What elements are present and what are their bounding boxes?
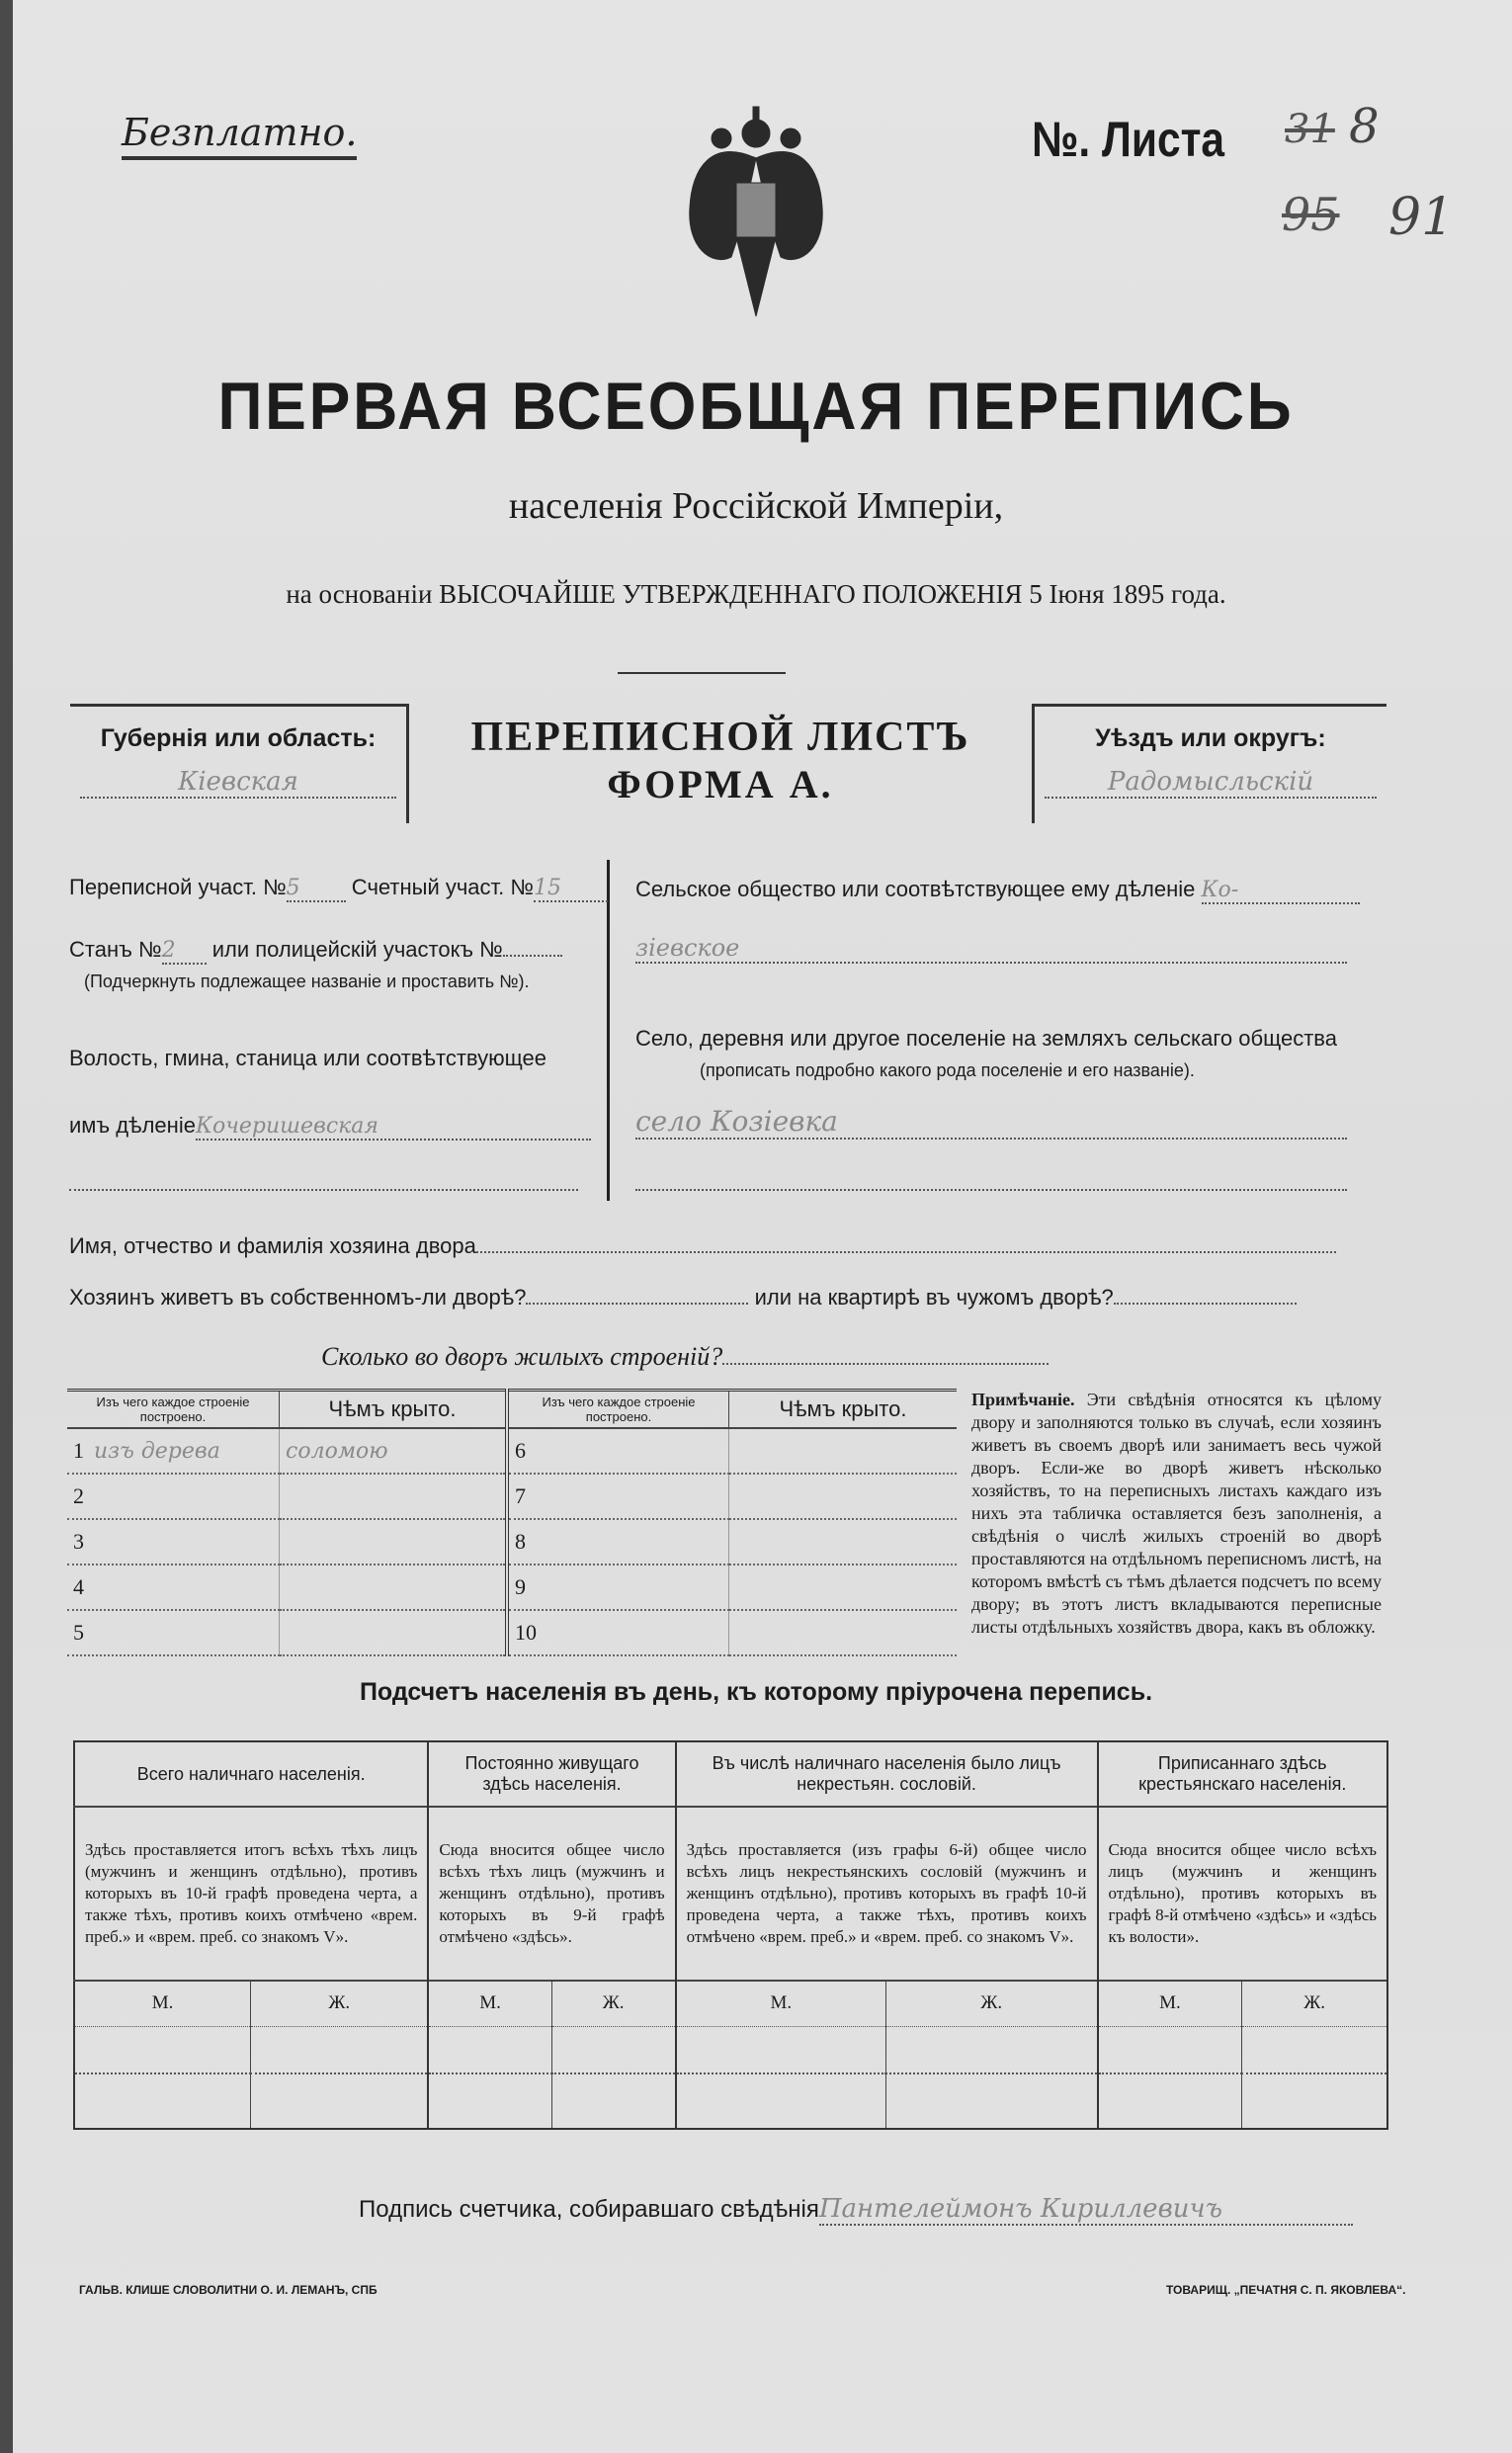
owner-rented-value[interactable] (1114, 1303, 1297, 1305)
count-m-value[interactable] (74, 2026, 251, 2073)
row-number: 2 (73, 1482, 84, 1508)
police-value[interactable] (503, 955, 562, 957)
count-m-label: М. (428, 1981, 551, 2026)
count-zh-value[interactable] (1242, 2073, 1387, 2129)
count-m-value[interactable] (1098, 2073, 1242, 2129)
uezd-label: Уѣздъ или округъ: (1095, 724, 1326, 752)
buildings-cell-roof-2[interactable] (729, 1565, 958, 1610)
gubernia-value: Кіевская (80, 767, 396, 799)
count-col-desc: Здѣсь проставляется итогъ всѣхъ тѣхъ лицъ (мужчинъ и женщинъ отдѣльно), противъ которыхъ въ 10-й графѣ проведена черта, а также тѣхъ, противъ коихъ отмѣчено «врем. преб.» и «врем. преб. со знакомъ V». (74, 1807, 428, 1981)
buildings-cell-roof[interactable] (280, 1610, 508, 1655)
count-zh-value[interactable] (551, 2073, 675, 2129)
count-m-value[interactable] (676, 2073, 886, 2129)
buildings-cell-roof[interactable] (280, 1474, 508, 1519)
signature-value[interactable]: Пантелеймонъ Кириллевичъ (819, 2194, 1353, 2226)
uezd-value: Радомысльскій (1045, 767, 1377, 799)
footer-right: ТОВАРИЩ. „ПЕЧАТНЯ С. П. ЯКОВЛЕВА“. (1166, 2283, 1406, 2297)
count-m-label: М. (1098, 1981, 1242, 2026)
footer-left: ГАЛЬВ. КЛИШЕ СЛОВОЛИТНИ О. И. ЛЕМАНЪ, СПБ (79, 2283, 378, 2297)
count-col-head: Въ числѣ наличнаго населенія было лицъ некрестьян. сословій. (676, 1741, 1098, 1807)
count-col-head: Приписаннаго здѣсь крестьянскаго населенія. (1098, 1741, 1388, 1807)
col-roof-2: Чѣмъ крыто. (779, 1396, 907, 1421)
col-roof: Чѣмъ крыто. (280, 1391, 508, 1428)
stan-value[interactable]: 2 (162, 938, 207, 965)
row-number: 7 (515, 1482, 526, 1508)
row-number: 9 (515, 1573, 526, 1599)
schet-value[interactable]: 15 (534, 876, 608, 902)
uezd-box (1032, 704, 1386, 823)
stan-field: Станъ №2 или полицейскій участокъ № (69, 937, 562, 965)
sheet-number-label: №. Листа (1032, 112, 1225, 167)
row-number: 10 (515, 1619, 537, 1645)
buildings-note: Примѣчаніе. Эти свѣдѣнія относятся къ цѣлому двору и заполняются только въ случаѣ, если хозяинъ живетъ въ своемъ дворѣ или занимаетъ весь чужой дворъ. Если-же во дворѣ живетъ нѣсколько хозяйствъ, то на переписныхъ листахъ каждаго изъ нихъ эта табличка оставляется безъ заполненія, а свѣдѣнія о числѣ жилыхъ строеній во дворѣ проставляются на отдѣльномъ переписномъ листѣ, на которомъ вмѣстѣ съ тѣмъ дѣлается подсчетъ по всему двору; въ этотъ листъ вкладываются переписные листы отдѣльныхъ хозяйствъ двора, какъ въ обложку. (971, 1390, 1383, 1638)
village-label: Село, деревня или другое поселеніе на земляхъ сельскаго общества (635, 1026, 1337, 1051)
count-zh-value[interactable] (251, 2026, 429, 2073)
buildings-row (67, 1474, 957, 1519)
basis-line: на основаніи ВЫСОЧАЙШЕ УТВЕРЖДЕННАГО ПОЛОЖЕНІЯ 5 Іюня 1895 года. (286, 579, 1226, 609)
count-col-desc: Здѣсь проставляется (изъ графы 6-й) общее число всѣхъ лицъ некрестьянскихъ сословій (мужчинъ и женщинъ отдѣльно), противъ которыхъ въ графѣ 10-й проведена черта, а также тѣхъ, противъ коихъ отмѣчено «врем. преб.» и «врем. преб. со знакомъ V». (676, 1807, 1098, 1981)
sheet-number-crossed: 31 (1285, 107, 1335, 152)
count-m-value[interactable] (74, 2073, 251, 2129)
society-value-2[interactable]: зіевское (635, 934, 1347, 964)
subtitle: населенія Россійской Имперіи, (508, 485, 1004, 527)
village-value[interactable]: село Козіевка (635, 1105, 1347, 1140)
volost-extra-line[interactable] (69, 1189, 578, 1191)
count-m-value[interactable] (676, 2026, 886, 2073)
count-m-value[interactable] (1098, 2026, 1242, 2073)
buildings-cell-roof[interactable] (280, 1519, 508, 1565)
count-zh-value[interactable] (551, 2026, 675, 2073)
gubernia-box (70, 704, 409, 823)
perepis-field: Переписной участ. №5 Счетный участ. №15 (69, 875, 608, 902)
count-col-head: Постоянно живущаго здѣсь населенія. (428, 1741, 675, 1807)
row1-roof-value: соломою (286, 1438, 388, 1464)
row-number: 3 (73, 1528, 84, 1554)
village-extra-line[interactable] (635, 1189, 1347, 1191)
buildings-cell-roof-2[interactable] (729, 1610, 958, 1655)
count-zh-value[interactable] (886, 2073, 1098, 2129)
count-zh-value[interactable] (1242, 2026, 1387, 2073)
buildings-cell-roof-2[interactable] (729, 1428, 958, 1474)
count-zh-label: Ж. (251, 1981, 429, 2026)
form-title: ПЕРЕПИСНОЙ ЛИСТЪ (470, 715, 970, 760)
row-number: 4 (73, 1573, 84, 1599)
form-title-box (409, 704, 1032, 820)
population-table (73, 1740, 1388, 2130)
count-col-desc: Сюда вносится общее число всѣхъ лицъ (мужчинъ и женщинъ отдѣльно), противъ которыхъ въ графѣ 8-й отмѣчено «здѣсь» и «здѣсь къ волости». (1098, 1807, 1388, 1981)
count-zh-label: Ж. (886, 1981, 1098, 2026)
buildings-cell-left-num[interactable] (67, 1519, 280, 1565)
section-divider (607, 860, 610, 1201)
row1-material-value: изъ дерева (94, 1438, 220, 1464)
sheet-number-hand: 8 (1349, 99, 1380, 154)
buildings-cell-roof[interactable] (280, 1428, 508, 1474)
col-material: Изъ чего каждое строеніе построено. (67, 1391, 280, 1428)
signature-field: Подпись счетчика, собиравшаго свѣдѣніяПантелеймонъ Кириллевичъ (359, 2194, 1353, 2226)
society-value[interactable]: Ко- (1202, 878, 1360, 904)
gubernia-label: Губернія или область: (100, 724, 377, 752)
owner-name-field: Имя, отчество и фамилія хозяина двора (69, 1233, 1336, 1259)
buildings-cell-right-num[interactable] (507, 1428, 729, 1474)
perepis-value[interactable]: 5 (287, 876, 346, 902)
archive-number-crossed: 95 (1282, 188, 1340, 241)
buildings-cell-left-num[interactable] (67, 1474, 280, 1519)
village-note: (прописать подробно какого рода поселеніе и его названіе). (700, 1060, 1195, 1080)
buildings-table (67, 1389, 957, 1656)
volost-label: Волость, гмина, станица или соотвѣтствующее (69, 1046, 546, 1070)
ornament-divider (618, 672, 786, 674)
row-number: 8 (515, 1528, 526, 1554)
owner-lives-field: Хозяинъ живетъ въ собственномъ-ли дворѣ? или на квартирѣ въ чужомъ дворѣ? (69, 1285, 1297, 1311)
buildings-row (67, 1519, 957, 1565)
count-m-value[interactable] (428, 2026, 551, 2073)
buildings-cell-left-num[interactable] (67, 1610, 280, 1655)
form-subtitle: ФОРМА А. (607, 762, 834, 806)
main-title: ПЕРВАЯ ВСЕОБЩАЯ ПЕРЕПИСЬ (217, 369, 1295, 444)
owner-name-value[interactable] (476, 1251, 1336, 1253)
count-zh-value[interactable] (251, 2073, 429, 2129)
count-m-label: М. (676, 1981, 886, 2026)
volost-field: имъ дѣленіеКочеришевская (69, 1113, 591, 1141)
count-zh-label: Ж. (1242, 1981, 1387, 2026)
row-number: 6 (515, 1437, 526, 1463)
count-zh-value[interactable] (886, 2026, 1098, 2073)
count-zh-label: Ж. (551, 1981, 675, 2026)
buildings-cell-roof[interactable] (280, 1565, 508, 1610)
row-number: 1 (73, 1437, 84, 1463)
buildings-cell-roof-2[interactable] (729, 1474, 958, 1519)
count-col-head: Всего наличнаго населенія. (74, 1741, 428, 1807)
society-field: Сельское общество или соотвѣтствующее ему дѣленіе Ко- (635, 877, 1360, 904)
scan-edge (0, 0, 13, 2453)
buildings-cell-right-num[interactable] (507, 1610, 729, 1655)
buildings-cell-roof-2[interactable] (729, 1519, 958, 1565)
count-m-value[interactable] (428, 2073, 551, 2129)
buildings-cell-right-num[interactable] (507, 1519, 729, 1565)
buildings-cell-left-num[interactable] (67, 1428, 280, 1474)
col-material-2: Изъ чего каждое строеніе построено. (507, 1391, 729, 1428)
buildings-cell-left-num[interactable] (67, 1565, 280, 1610)
row-number: 5 (73, 1619, 84, 1645)
free-label: Безплатно. (122, 111, 357, 160)
buildings-cell-right-num[interactable] (507, 1474, 729, 1519)
buildings-question: Сколько во дворъ жилыхъ строеній? (321, 1342, 1049, 1372)
volost-value[interactable]: Кочеришевская (196, 1114, 591, 1141)
count-title: Подсчетъ населенія въ день, къ которому пріурочена перепись. (359, 1678, 1153, 1706)
owner-own-yard-value[interactable] (526, 1303, 748, 1305)
buildings-row (67, 1610, 957, 1655)
count-m-label: М. (74, 1981, 251, 2026)
count-col-desc: Сюда вносится общее число всѣхъ тѣхъ лицъ (мужчинъ и женщинъ отдѣльно), противъ которыхъ въ 9-й графѣ отмѣчено «здѣсь». (428, 1807, 675, 1981)
archive-number: 91 (1388, 188, 1455, 247)
buildings-count-value[interactable] (722, 1363, 1049, 1365)
imperial-eagle-emblem (682, 99, 830, 336)
buildings-cell-right-num[interactable] (507, 1565, 729, 1610)
buildings-row (67, 1428, 957, 1474)
stan-note: (Подчеркнуть подлежащее названіе и проставить №). (84, 972, 530, 991)
buildings-row (67, 1565, 957, 1610)
